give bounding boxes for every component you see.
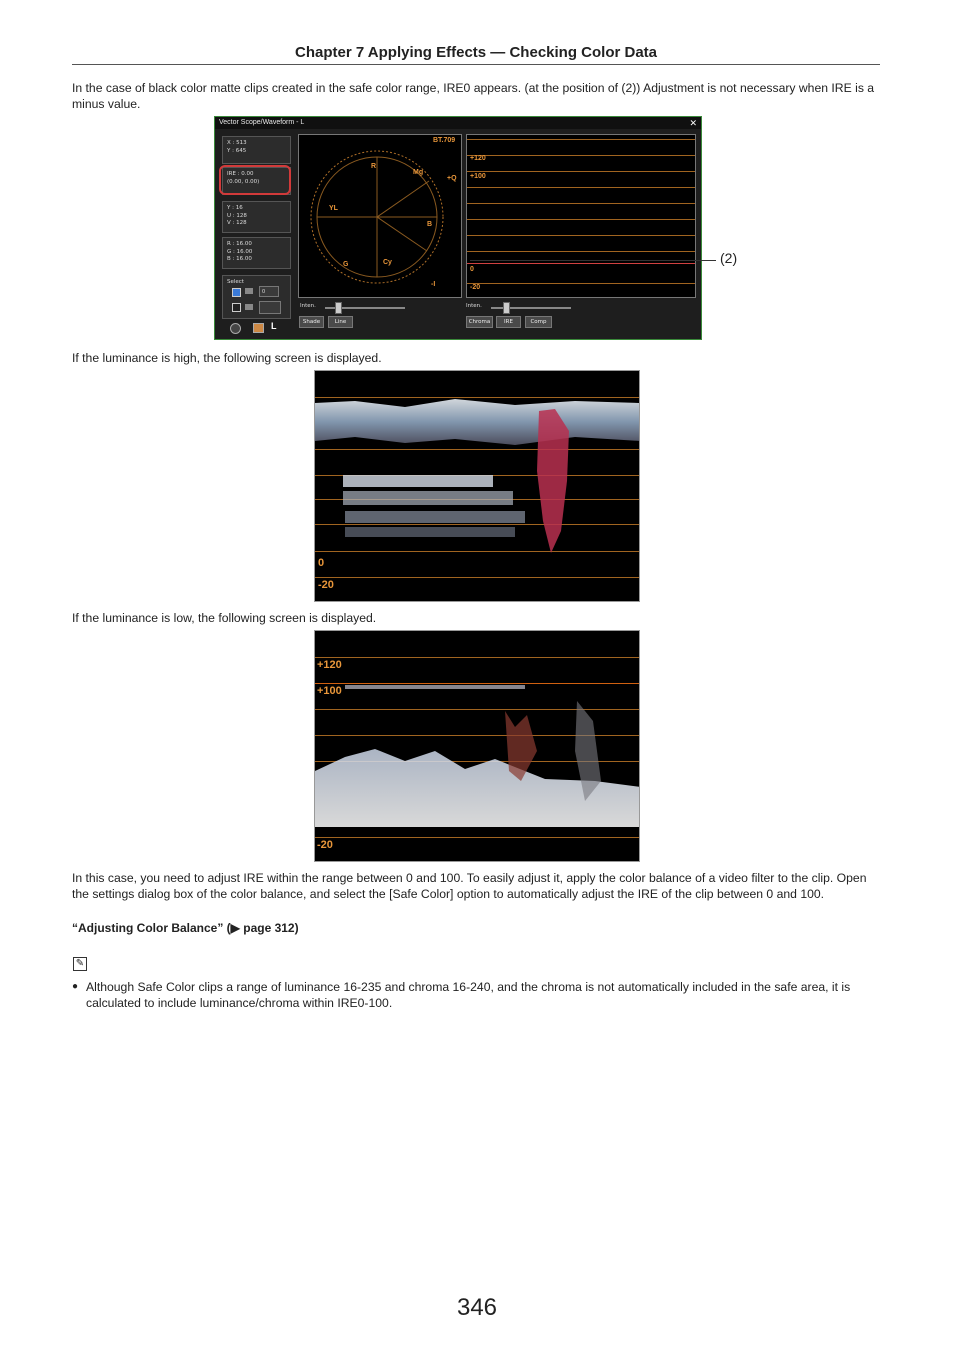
- waveform-gridline: [467, 219, 695, 220]
- callout-label: (2): [720, 250, 738, 266]
- waveform-gridline: [467, 155, 695, 156]
- vector-label-q: +Q: [447, 175, 457, 182]
- waveform-label-100: +100: [470, 173, 486, 180]
- vector-label-r: R: [371, 163, 377, 170]
- window-titlebar: [215, 117, 701, 129]
- waveform-gridline: [467, 235, 695, 236]
- vectorscope-graticule: [299, 135, 461, 297]
- vector-label-i: -I: [431, 281, 436, 288]
- body-paragraph: In this case, you need to adjust IRE within the range between 0 and 100. To easily adjust it, apply the color balance of a video filter to the clip. Open the settings dialog box of the color balance, and select the [Safe Color] option to automatically adjust the IRE of the clip between 0 and 100.: [72, 871, 867, 901]
- select-checkbox-1[interactable]: [232, 288, 241, 297]
- ire-highlight-box: [219, 165, 291, 195]
- coord-panel: [222, 136, 291, 164]
- bullet-icon: ●: [72, 981, 79, 992]
- ire-button[interactable]: IRE: [496, 316, 521, 328]
- header-rule: [72, 64, 880, 65]
- wf-low-label-minus20: -20: [317, 839, 333, 851]
- wf-high-label-minus20: -20: [318, 579, 334, 591]
- wf-low-label-100: +100: [317, 685, 342, 697]
- waveform-display: [466, 134, 696, 298]
- waveform-high-luminance: [314, 370, 640, 602]
- rgb-g: G : 16.00: [227, 248, 253, 255]
- caption-high: If the luminance is high, the following screen is displayed.: [72, 351, 382, 365]
- window-title: Vector Scope/Waveform - L: [219, 119, 305, 126]
- coord-y: Y : 645: [227, 147, 247, 154]
- inten-label-left: Inten.: [300, 303, 316, 309]
- note-paragraph: Although Safe Color clips a range of luminance 16-235 and chroma 16-240, and the chroma is not automatically included in the safe area, it is calculated to include luminance/chroma within IRE0-100.: [86, 980, 851, 1010]
- waveform-label-minus20: -20: [470, 284, 481, 291]
- wf-high-label-0: 0: [318, 557, 325, 569]
- vector-label-yl: YL: [329, 205, 338, 212]
- inten-slider-knob-left[interactable]: [335, 302, 342, 314]
- palette-icon[interactable]: [253, 323, 264, 333]
- chroma-button[interactable]: Chroma: [466, 316, 493, 328]
- shade-button[interactable]: Shade: [299, 316, 324, 328]
- info-icon[interactable]: [230, 323, 241, 334]
- rgb-b: B : 16.00: [227, 256, 252, 262]
- rgb-r: R : 16.00: [227, 241, 252, 247]
- chapter-header: Chapter 7 Applying Effects — Checking Color Data: [295, 44, 657, 61]
- vectorscope-display: [298, 134, 462, 298]
- bt709-label: BT.709: [433, 137, 456, 144]
- vector-label-g: G: [343, 261, 349, 268]
- ire-zero-line: [467, 263, 695, 264]
- vector-scope-window: [214, 116, 702, 340]
- note-icon: ✎: [73, 957, 87, 971]
- callout-line: [470, 260, 716, 261]
- yuv-u: U : 128: [227, 212, 247, 219]
- vector-label-mg: Mg: [413, 169, 424, 176]
- waveform-label-0: 0: [470, 266, 474, 273]
- coord-x: X : 513: [227, 140, 247, 146]
- rgb-panel: [222, 237, 291, 269]
- waveform-gridline: [467, 139, 695, 140]
- close-icon[interactable]: ✕: [689, 118, 697, 128]
- waveform-trace-high: [315, 371, 640, 602]
- vector-label-b: B: [427, 221, 433, 228]
- ire-pair: (0.00, 0.00): [227, 178, 260, 185]
- wf-low-label-120: +120: [317, 659, 342, 671]
- comp-button[interactable]: Comp: [525, 316, 552, 328]
- select-checkbox-2[interactable]: [232, 303, 241, 312]
- reference-link[interactable]: “Adjusting Color Balance” (▶ page 312): [72, 921, 299, 935]
- select-value-field[interactable]: 0: [259, 286, 279, 297]
- color-swatch-2: [245, 304, 253, 310]
- ire-value: IRE : 0.00: [227, 171, 254, 177]
- waveform-gridline: [467, 251, 695, 252]
- intro-paragraph: In the case of black color matte clips created in the safe color range, IRE0 appears. (at the position of (2)) Adjustment is not necessary when IRE is a minus value.: [72, 81, 875, 111]
- waveform-gridline: [467, 283, 695, 284]
- waveform-gridline: [467, 203, 695, 204]
- caption-low: If the luminance is low, the following screen is displayed.: [72, 611, 377, 625]
- select-label: Select: [227, 279, 244, 285]
- waveform-label-120: +120: [470, 155, 486, 162]
- waveform-trace-low: [315, 631, 640, 862]
- yuv-v: V : 128: [227, 220, 247, 226]
- luma-icon[interactable]: L: [271, 321, 277, 331]
- yuv-panel: [222, 201, 291, 233]
- inten-slider-knob-right[interactable]: [503, 302, 510, 314]
- waveform-low-luminance: [314, 630, 640, 862]
- line-button[interactable]: Line: [328, 316, 353, 328]
- waveform-gridline: [467, 187, 695, 188]
- vector-label-cy: Cy: [383, 259, 392, 266]
- inten-label-right: Inten.: [466, 303, 482, 309]
- waveform-gridline: [467, 171, 695, 172]
- select-value-field-2[interactable]: [259, 301, 281, 314]
- page-number: 346: [456, 1294, 498, 1321]
- select-panel: [222, 275, 291, 319]
- color-swatch-1: [245, 288, 253, 294]
- yuv-y: Y : 16: [227, 205, 243, 211]
